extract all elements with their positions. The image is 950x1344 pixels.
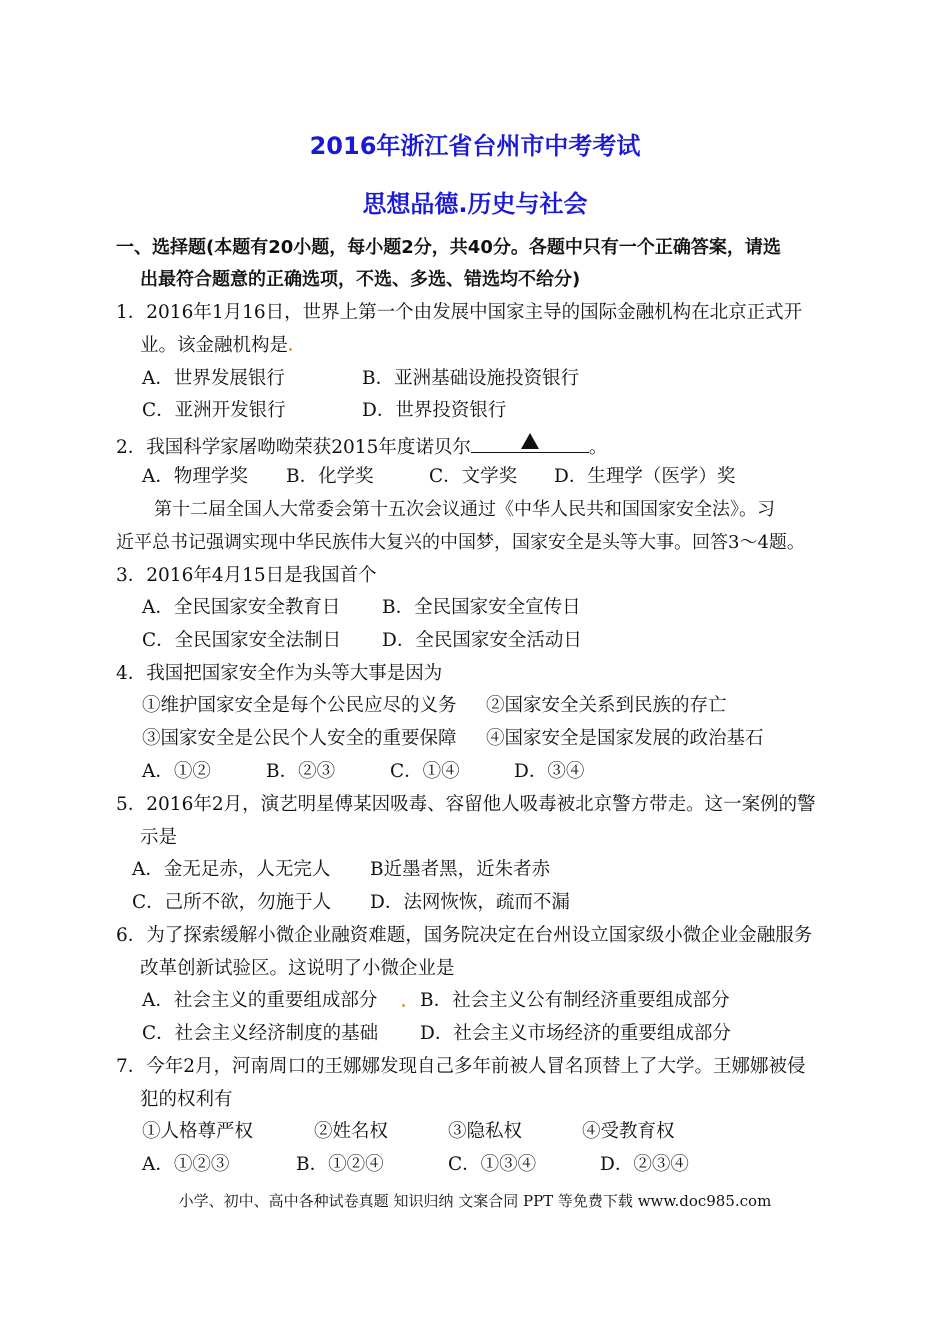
q2-option-c: C．文学奖 [429,466,518,487]
q2-option-d: D．生理学（医学）奖 [554,466,736,487]
q7-statement-1: ①人格尊严权 [142,1121,254,1142]
q2-stem: 2．我国科学家屠呦呦荣获2015年度诺贝尔 。 [116,432,607,460]
q5-stem-line1: 5．2016年2月，演艺明星傅某因吸毒、容留他人吸毒被北京警方带走。这一案例的警 [116,794,816,815]
answer-blank [471,432,589,453]
q1-option-a: A．世界发展银行 [142,368,285,389]
q6-stem-line2: 改革创新试验区。这说明了小微企业是 [140,958,455,979]
passage-line2: 近平总书记强调实现中华民族伟大复兴的中国梦，国家安全是头等大事。回答3～4题。 [116,532,805,553]
q5-stem-line2: 示是 [140,827,178,848]
q5-option-c: C．己所不欲，勿施于人 [132,892,332,913]
q1-option-b: B．亚洲基础设施投资银行 [362,368,580,389]
q1-stem-line2: 业。该金融机构是 [140,334,292,358]
dot-mark-icon [402,1004,405,1007]
page-footer: 小学、初中、高中各种试卷真题 知识归纳 文案合同 PPT 等免费下载 www.doc985.com [178,1192,772,1210]
page-title: 2016年浙江省台州市中考考试 [309,132,641,160]
q2-option-a: A．物理学奖 [142,466,248,487]
q1-option-d: D．世界投资银行 [362,400,507,421]
q4-option-b: B．②③ [266,761,336,782]
q1-option-c: C．亚洲开发银行 [142,400,286,421]
q7-option-a: A．①②③ [142,1154,230,1175]
q6-stem-line1: 6．为了探索缓解小微企业融资难题，国务院决定在台州设立国家级小微企业金融服务 [116,925,813,946]
q7-statement-4: ④受教育权 [582,1121,675,1142]
q7-option-b: B．①②④ [296,1154,384,1175]
q3-option-d: D．全民国家安全活动日 [382,630,582,651]
q3-option-b: B．全民国家安全宣传日 [382,597,581,618]
section-heading-line1: 一、选择题(本题有20小题，每小题2分，共40分。各题中只有一个正确答案，请选 [116,237,781,258]
q7-stem-line2: 犯的权利有 [140,1089,233,1110]
q7-statement-2: ②姓名权 [314,1121,389,1142]
q7-statement-3: ③隐私权 [448,1121,523,1142]
page-subtitle: 思想品德.历史与社会 [362,190,588,218]
q6-option-b: B．社会主义公有制经济重要组成部分 [420,990,730,1011]
q3-option-a: A．全民国家安全教育日 [142,597,341,618]
q4-statement-2: ②国家安全关系到民族的存亡 [486,695,727,716]
section-heading-line2: 出最符合题意的正确选项，不选、多选、错选均不给分) [140,269,581,290]
q5-option-d: D．法网恢恢，疏而不漏 [370,892,570,913]
q4-statement-1: ①维护国家安全是每个公民应尽的义务 [142,695,457,716]
q6-option-d: D．社会主义市场经济的重要组成部分 [420,1023,731,1044]
q7-option-d: D．②③④ [600,1154,689,1175]
q5-option-b: B近墨者黑，近朱者赤 [370,859,551,880]
q4-option-a: A．①② [142,761,211,782]
q4-option-d: D．③④ [514,761,585,782]
passage-line1: 第十二届全国人大常委会第十五次会议通过《中华人民共和国国家安全法》。习 [154,499,775,520]
q5-option-a: A．金无足赤，人无完人 [132,859,331,880]
q7-option-c: C．①③④ [448,1154,537,1175]
q4-stem: 4．我国把国家安全作为头等大事是因为 [116,663,443,684]
q1-stem-line1: 1．2016年1月16日，世界上第一个由发展中国家主导的国际金融机构在北京正式开 [116,302,803,323]
q4-statement-4: ④国家安全是国家发展的政治基石 [486,728,764,749]
q4-option-c: C．①④ [390,761,460,782]
q7-stem-line1: 7．今年2月，河南周口的王娜娜发现自己多年前被人冒名顶替上了大学。王娜娜被侵 [116,1056,806,1077]
q6-option-c: C．社会主义经济制度的基础 [142,1023,379,1044]
triangle-icon [521,433,539,449]
dot-mark-icon [289,348,292,351]
q4-statement-3: ③国家安全是公民个人安全的重要保障 [142,728,457,749]
q3-option-c: C．全民国家安全法制日 [142,630,342,651]
q2-option-b: B．化学奖 [286,466,374,487]
q6-option-a: A．社会主义的重要组成部分 [142,990,378,1011]
q3-stem: 3．2016年4月15日是我国首个 [116,565,377,586]
